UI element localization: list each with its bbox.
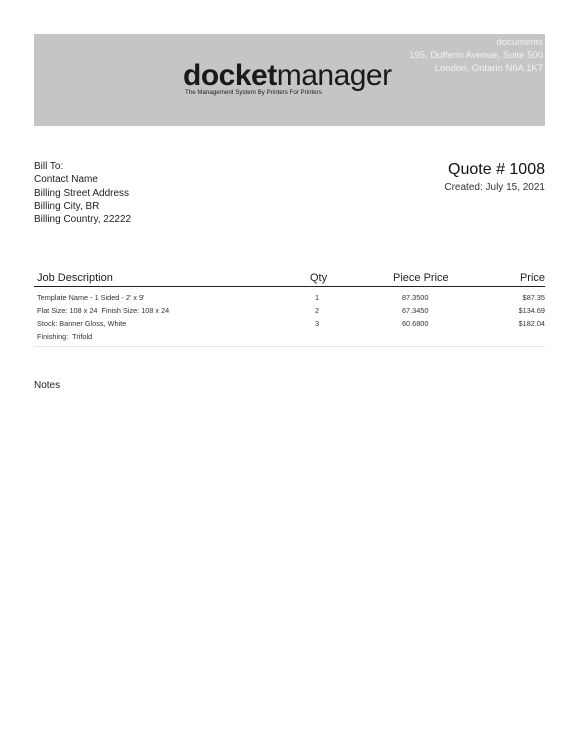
cell-description: Flat Size: 108 x 24 Finish Size: 108 x 24 <box>37 306 170 315</box>
header-banner <box>34 34 545 126</box>
cell-description: Stock: Banner Gloss, White <box>37 319 127 328</box>
column-header-qty: Qty <box>310 272 328 284</box>
cell-description: Template Name - 1 Sided - 2' x 9' <box>37 293 145 302</box>
cell-qty: 2 <box>315 306 320 315</box>
table-body <box>34 287 545 347</box>
logo-light-part: manager <box>276 59 392 92</box>
bill-to-city: Billing City, BR <box>34 200 100 212</box>
bill-to-heading: Bill To: <box>34 161 64 172</box>
cell-qty: 3 <box>315 319 320 328</box>
column-header-price: Price <box>519 272 545 284</box>
table-header <box>34 271 545 287</box>
quote-number: Quote # 1008 <box>448 161 545 178</box>
company-street: 195, Dufferin Avenue, Suite 500 <box>409 50 543 61</box>
column-header-description: Job Description <box>37 272 113 284</box>
cell-price: $134.69 <box>518 306 545 315</box>
company-name: documents <box>496 37 543 48</box>
cell-description: Finishing: Trifold <box>37 332 93 341</box>
cell-price: $87.35 <box>522 293 545 302</box>
company-city: London, Ontario N6A 1K7 <box>434 63 543 74</box>
table-row <box>34 304 545 317</box>
bill-to-block <box>34 160 131 226</box>
logo-tagline: The Management System By Printers For Printers <box>185 89 322 96</box>
table-row <box>34 291 545 304</box>
cell-piece-price: 87.3500 <box>402 293 429 302</box>
docketmanager-logo <box>183 60 403 96</box>
logo-bold-part: docket <box>183 59 277 92</box>
column-header-piece-price: Piece Price <box>393 272 449 284</box>
company-address <box>409 36 543 75</box>
bill-to-contact: Contact Name <box>34 174 98 186</box>
logo-wordmark <box>183 60 403 92</box>
cell-piece-price: 67.3450 <box>402 306 429 315</box>
cell-price: $182.04 <box>518 319 545 328</box>
line-items-table <box>34 271 545 347</box>
notes-label: Notes <box>34 380 61 391</box>
cell-qty: 1 <box>315 293 320 302</box>
table-row <box>34 330 545 343</box>
quote-info <box>444 160 545 195</box>
quote-created-date: Created: July 15, 2021 <box>444 182 545 193</box>
bill-to-country: Billing Country, 22222 <box>34 214 132 226</box>
cell-piece-price: 60.6800 <box>402 319 429 328</box>
table-row <box>34 317 545 330</box>
bill-to-street: Billing Street Address <box>34 187 130 199</box>
